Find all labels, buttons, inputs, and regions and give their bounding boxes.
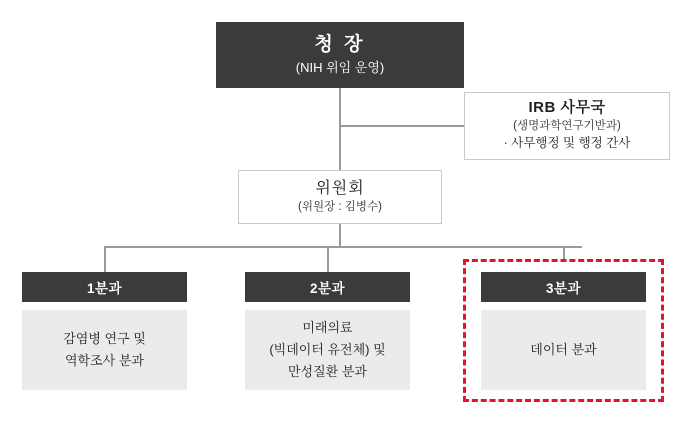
connector-committee-to-branches-vertical (339, 224, 341, 248)
node-subcommittee-2 (245, 272, 410, 390)
connector-director-to-committee-vertical (339, 88, 341, 170)
subcommittee-1-body-line-1: 감염병 연구 및 (63, 331, 146, 346)
subcommittee-3-header: 3분과 (481, 272, 646, 302)
irb-office-title: IRB 사무국 (528, 99, 606, 116)
subcommittee-1-header: 1분과 (22, 272, 187, 302)
connector-branch-bus-horizontal (104, 246, 582, 248)
committee-subtitle: (위원장 : 김병수) (298, 201, 382, 213)
node-committee (238, 170, 442, 224)
director-title: 청 장 (314, 33, 366, 55)
subcommittee-1-body (22, 310, 187, 390)
node-director (216, 22, 464, 88)
subcommittee-2-body (245, 310, 410, 390)
director-subtitle: (NIH 위임 운영) (295, 59, 385, 75)
connector-director-to-irb-horizontal (339, 125, 465, 127)
subcommittee-2-body-line-3: 만성질환 분과 (288, 364, 367, 379)
subcommittee-3-body-line-1: 데이터 분과 (530, 342, 597, 357)
irb-office-subtitle: (생명과학연구기반과) (513, 120, 621, 132)
subcommittee-2-body-line-1: 미래의료 (302, 320, 353, 335)
node-irb-office (464, 92, 670, 160)
highlight-frame-subcommittee-3 (463, 259, 664, 402)
connector-branch-2-drop (327, 246, 329, 272)
connector-branch-1-drop (104, 246, 106, 272)
subcommittee-2-body-line-2: (빅데이터 유전체) 및 (269, 342, 386, 357)
node-subcommittee-1 (22, 272, 187, 390)
irb-office-note: · 사무행정 및 행정 간사 (503, 136, 631, 150)
subcommittee-2-header: 2분과 (245, 272, 410, 302)
committee-title: 위원회 (315, 180, 365, 197)
connector-branch-3-drop (563, 246, 565, 260)
subcommittee-1-body-line-2: 역학조사 분과 (65, 353, 144, 368)
